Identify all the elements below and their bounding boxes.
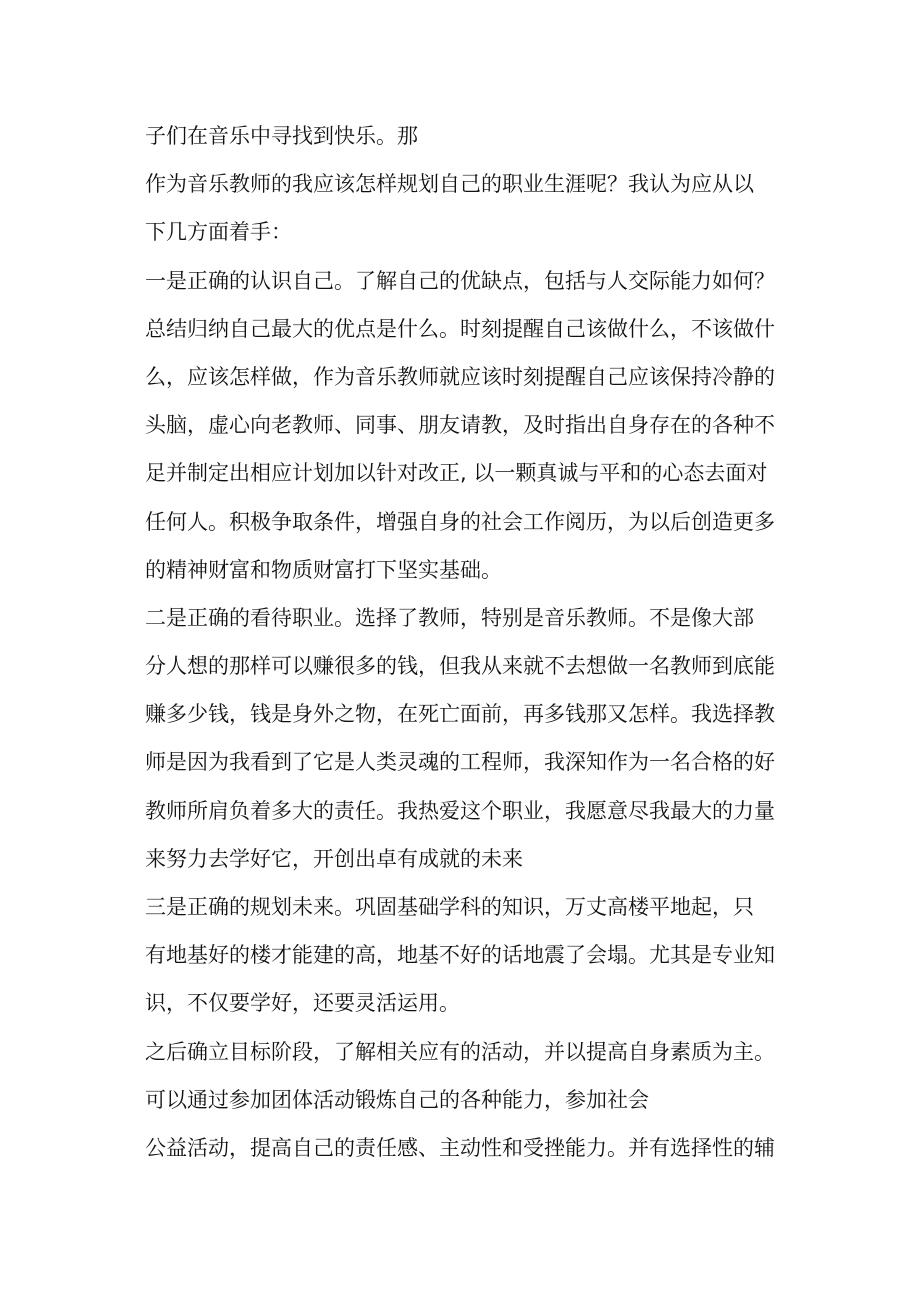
text-line: 么，应该怎样做，作为音乐教师就应该时刻提醒自己应该保持冷静的 xyxy=(145,364,775,389)
text-line: 总结归纳自己最大的优点是什么。时刻提醒自己该做什么，不该做什 xyxy=(145,316,775,341)
text-line: 足并制定出相应计划加以针对改正, 以一颗真诚与平和的心态去面对 xyxy=(145,461,768,486)
text-line: 可以通过参加团体活动锻炼自己的各种能力，参加社会 xyxy=(145,1087,649,1112)
text-line: 有地基好的楼才能建的高，地基不好的话地震了会塌。尤其是专业知 xyxy=(145,943,775,968)
text-line: 公益活动，提高自己的责任感、主动性和受挫能力。并有选择性的辅 xyxy=(145,1135,775,1160)
document-body xyxy=(145,112,805,1172)
text-line: 二是正确的看待职业。选择了教师，特别是音乐教师。不是像大部 xyxy=(145,605,754,630)
text-line: 一是正确的认识自己。了解自己的优缺点，包括与人交际能力如何？ xyxy=(145,268,775,293)
text-line: 来努力去学好它，开创出卓有成就的未来 xyxy=(145,846,523,871)
text-line: 头脑，虚心向老教师、同事、朋友请教，及时指出自身存在的各种不 xyxy=(145,413,775,438)
text-line: 赚多少钱，钱是身外之物，在死亡面前，再多钱那又怎样。我选择教 xyxy=(145,702,775,727)
text-line: 师是因为我看到了它是人类灵魂的工程师，我深知作为一名合格的好 xyxy=(145,750,775,775)
text-line: 子们在音乐中寻找到快乐。那 xyxy=(145,124,418,148)
text-line: 之后确立目标阶段，了解相关应有的活动，并以提高自身素质为主。 xyxy=(145,1039,775,1064)
text-line: 任何人。积极争取条件，增强自身的社会工作阅历，为以后创造更多 xyxy=(145,509,775,534)
text-line: 作为音乐教师的我应该怎样规划自己的职业生涯呢？我认为应从以 xyxy=(145,172,754,197)
text-line: 识，不仅要学好，还要灵活运用。 xyxy=(145,991,460,1016)
text-line: 三是正确的规划未来。巩固基础学科的知识，万丈高楼平地起，只 xyxy=(145,895,754,919)
text-line: 的精神财富和物质财富打下坚实基础。 xyxy=(145,557,502,582)
text-line: 下几方面着手： xyxy=(145,220,292,245)
text-line: 分人想的那样可以赚很多的钱，但我从来就不去想做一名教师到底能 xyxy=(145,654,775,679)
text-line: 教师所肩负着多大的责任。我热爱这个职业，我愿意尽我最大的力量 xyxy=(145,798,775,823)
